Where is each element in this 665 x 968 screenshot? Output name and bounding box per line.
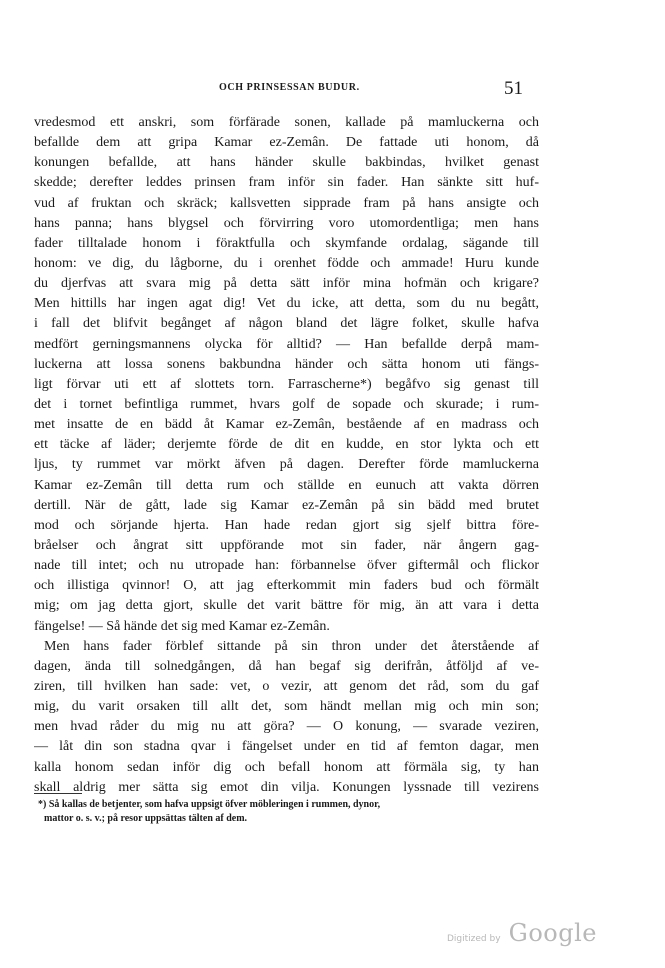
body-line: luckerna att lossa sonens bakbundna händer och sätta honom uti fängs- bbox=[34, 356, 539, 372]
watermark-prefix: Digitized by bbox=[447, 934, 501, 944]
body-line: met insatte de en bädd åt Kamar ez-Zemân, bestående af en madrass och bbox=[34, 417, 539, 433]
body-line: och illistiga qvinnor! O, att jag efterkommit min faders bud och förmält bbox=[34, 578, 539, 594]
body-line: fängelse! — Så hände det sig med Kamar ez-Zemân. bbox=[34, 618, 330, 634]
body-line: skedde; derefter leddes prinsen fram inför sin fader. Han sänkte sitt huf- bbox=[34, 175, 539, 191]
digitized-watermark bbox=[447, 919, 597, 947]
body-line: ligt förvar uti ett af slottets torn. Farrascherne*) begåfvo sig genast till bbox=[34, 376, 539, 392]
body-line: ljus, ty rummet var mörkt äfven på dagen. Derefter förde mamluckerna bbox=[34, 457, 539, 473]
footnote-line: mattor o. s. v.; på resor uppsättas tälten af dem. bbox=[44, 813, 248, 824]
body-line: honom: ve dig, du lågborne, du i orenhet födde och ammade! Huru kunde bbox=[34, 255, 539, 271]
body-line: Kamar ez-Zemân till detta rum och ställde en eunuch att vakta dörren bbox=[34, 477, 539, 493]
body-line: ett täcke af läder; derjemte förde de dit en kudde, en stor lykta och ett bbox=[34, 437, 539, 453]
body-text bbox=[34, 113, 539, 798]
footnote-divider bbox=[34, 793, 82, 794]
body-line: ziren, till hvilken han sade: vet, o vezir, att genom det råd, som du gaf bbox=[34, 678, 539, 694]
body-line: kalla honom sedan inför dig och befall honom att förmäla sig, ty han bbox=[34, 759, 539, 775]
running-head: OCH PRINSESSAN BUDUR. bbox=[219, 82, 360, 93]
footnote-line: *) Så kallas de betjenter, som hafva uppsigt öfver möbleringen i rummen, dynor, bbox=[38, 799, 381, 810]
body-line: hans panna; hans blygsel och förvirring voro utomordentliga; men hans bbox=[34, 215, 539, 231]
footnotes bbox=[38, 798, 538, 826]
body-line: nade till intet; och nu utropade han: förbannelse öfver giftermål och flickor bbox=[34, 558, 539, 574]
body-line: dagen, ända till solnedgången, då han begaf sig derifrån, åtföljd af ve- bbox=[34, 658, 539, 674]
body-line: mig, du varit orsaken till allt det, som händt mellan mig och min son; bbox=[34, 699, 539, 715]
body-line: — låt din son stadna qvar i fängelset under en tid af femton dagar, men bbox=[34, 739, 539, 755]
body-line: men hvad råder du mig nu att göra? — O konung, — svarade veziren, bbox=[34, 719, 539, 735]
body-line: befallde dem att gripa Kamar ez-Zemân. De fattade uti honom, då bbox=[34, 135, 539, 151]
body-line: mig; om jag detta gjort, skulle det varit bättre för mig, än att vara i detta bbox=[34, 598, 539, 614]
body-line: mod och sörjande hjerta. Han hade redan gjort sig sjelf bittra före- bbox=[34, 517, 539, 533]
body-line: Men hittills har ingen agat dig! Vet du icke, att detta, som du nu begått, bbox=[34, 296, 539, 312]
body-line: du djerfvas att svara mig på detta sätt inför mina hofmän och krigare? bbox=[34, 276, 539, 292]
body-line: skall aldrig mer sätta sig emot din vilja. Konungen lyssnade till vezirens bbox=[34, 779, 539, 795]
body-line: i fall det blifvit begånget af någon bland det lägre folket, skulle hafva bbox=[34, 316, 539, 332]
google-logo: Google bbox=[508, 919, 597, 947]
body-line: medfört gerningsmannens olycka för alltid? — Han befallde derpå mam- bbox=[34, 336, 539, 352]
body-line: vredesmod ett anskri, som förfärade sonen, kallade på mamluckerna och bbox=[34, 115, 539, 130]
page-number: 51 bbox=[504, 78, 523, 99]
body-line: Men hans fader förblef sittande på sin thron under det återstående af bbox=[44, 638, 539, 654]
body-line: bråelser och ångrat sitt uppförande mot sin fader, när ångern gag- bbox=[34, 537, 539, 553]
body-line: vud af fruktan och skräck; kallsvetten sipprade fram på hans ansigte och bbox=[34, 195, 539, 211]
body-line: konungen befallde, att hans händer skulle bakbindas, hvilket genast bbox=[34, 155, 539, 171]
body-line: det i tornet befintliga rummet, hvars golf de sopade och skurade; i rum- bbox=[34, 396, 539, 412]
body-line: dertill. När de gått, lade sig Kamar ez-Zemân på sin bädd med brutet bbox=[34, 497, 539, 513]
body-line: fader tilltalade honom i föraktfulla och skymfande ordalag, sägande till bbox=[34, 235, 539, 251]
